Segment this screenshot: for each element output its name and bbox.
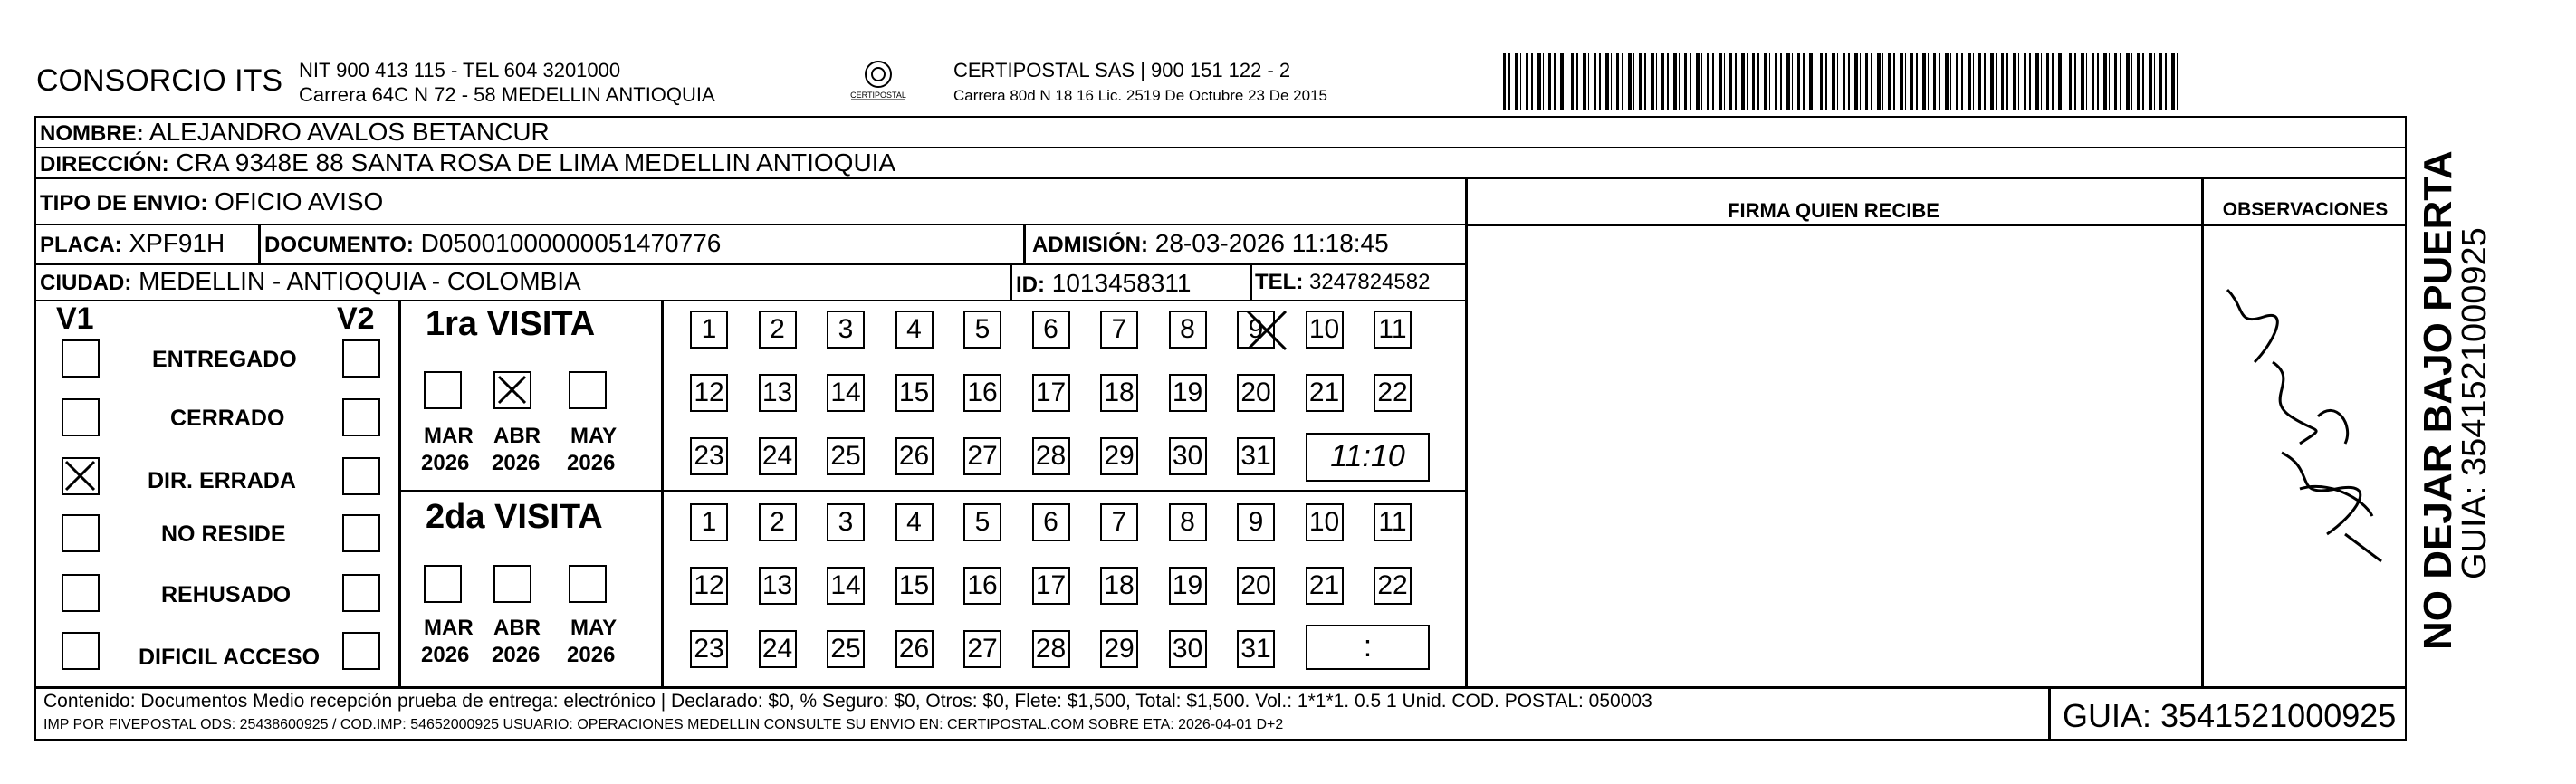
documento-value: D05001000000051470776 — [420, 229, 722, 257]
direccion-label: DIRECCIÓN: — [40, 152, 169, 177]
v2-rehusado-checkbox[interactable] — [342, 574, 380, 612]
admision-label: ADMISIÓN: — [1032, 233, 1148, 257]
visit1-day-11-box[interactable]: 11 — [1374, 311, 1412, 349]
visit2-year-abr: 2026 — [492, 643, 541, 667]
observaciones-header: OBSERVACIONES — [2222, 199, 2389, 220]
tel-divider — [1250, 265, 1252, 301]
visit1-day-10-box[interactable]: 10 — [1306, 311, 1344, 349]
visit1-day-8-box[interactable]: 8 — [1169, 311, 1207, 349]
visit2-day-23-box[interactable]: 23 — [690, 630, 728, 668]
visit1-year-abr: 2026 — [492, 451, 541, 475]
tipo-row — [36, 179, 1467, 225]
tel-label: TEL: — [1255, 270, 1304, 294]
visit1-day-23-box[interactable]: 23 — [690, 437, 728, 475]
visit2-month-mar-checkbox[interactable] — [424, 565, 462, 603]
visit1-time-field[interactable]: 11:10 — [1306, 433, 1430, 482]
visit1-day-22-box[interactable]: 22 — [1374, 374, 1412, 412]
visit2-day-12-box[interactable]: 12 — [690, 567, 728, 605]
visit1-day-6-box[interactable]: 6 — [1032, 311, 1070, 349]
observaciones-divider — [2201, 179, 2204, 686]
status-divider — [398, 301, 401, 686]
visit2-title: 2da VISITA — [426, 498, 603, 536]
visit1-day9-mark-icon — [1244, 308, 1289, 353]
visit1-day-26-box[interactable]: 26 — [895, 437, 934, 475]
visit1-day-21-box[interactable]: 21 — [1306, 374, 1344, 412]
visit1-day-13-box[interactable]: 13 — [759, 374, 797, 412]
firma-left-border — [1465, 179, 1468, 686]
visit1-month-may-checkbox[interactable] — [569, 371, 607, 409]
visit1-month-mar-checkbox[interactable] — [424, 371, 462, 409]
placa-label: PLACA: — [40, 233, 122, 257]
nombre-value: ALEJANDRO AVALOS BETANCUR — [148, 118, 550, 146]
visit1-title: 1ra VISITA — [426, 305, 596, 343]
visit2-day-3-box[interactable]: 3 — [827, 503, 865, 541]
visit-divider — [661, 301, 664, 686]
barcode — [1503, 53, 2178, 110]
visit2-day-24-box[interactable]: 24 — [759, 630, 797, 668]
certipostal-license: Carrera 80d N 18 16 Lic. 2519 De Octubre 23 De 2015 — [953, 87, 1327, 104]
visit1-year-mar: 2026 — [421, 451, 470, 475]
visit1-month-abr-checkbox[interactable] — [493, 371, 531, 409]
nombre-row — [36, 118, 2407, 148]
visit2-day-16-box[interactable]: 16 — [963, 567, 1001, 605]
visit1-day-12-box[interactable]: 12 — [690, 374, 728, 412]
visit1-day-19-box[interactable]: 19 — [1169, 374, 1207, 412]
visit2-day-21-box[interactable]: 21 — [1306, 567, 1344, 605]
visit2-day-10-box[interactable]: 10 — [1306, 503, 1344, 541]
side-guia: GUIA: 3541521000925 — [2456, 227, 2494, 579]
v1-dir-errada-checkbox[interactable] — [62, 457, 100, 495]
visit1-month-may: MAY — [570, 424, 618, 448]
visit2-day-18-box[interactable]: 18 — [1100, 567, 1138, 605]
visit2-day-5-box[interactable]: 5 — [963, 503, 1001, 541]
documento-label: DOCUMENTO: — [264, 233, 414, 257]
visit2-year-mar: 2026 — [421, 643, 470, 667]
visit1-day-14-box[interactable]: 14 — [827, 374, 865, 412]
visit1-day-16-box[interactable]: 16 — [963, 374, 1001, 412]
visit2-day-9-box[interactable]: 9 — [1237, 503, 1275, 541]
direccion-value: CRA 9348E 88 SANTA ROSA DE LIMA MEDELLIN ANTIOQUIA — [176, 148, 896, 177]
visit1-year-may: 2026 — [567, 451, 616, 475]
visit2-day-17-box[interactable]: 17 — [1032, 567, 1070, 605]
visit2-month-abr-checkbox[interactable] — [493, 565, 531, 603]
visit2-day-20-box[interactable]: 20 — [1237, 567, 1275, 605]
visit2-day-29-box[interactable]: 29 — [1100, 630, 1138, 668]
visit1-month-mar: MAR — [424, 424, 474, 448]
ciudad-row — [36, 265, 1467, 301]
v1-label: V1 — [56, 301, 94, 336]
visit2-time-field[interactable]: : — [1306, 625, 1430, 670]
visit1-day-1-box[interactable]: 1 — [690, 311, 728, 349]
visit2-day-8-box[interactable]: 8 — [1169, 503, 1207, 541]
id-label: ID: — [1016, 272, 1045, 297]
cerrado-label: CERRADO — [170, 406, 285, 431]
admision-value: 28-03-2026 11:18:45 — [1154, 229, 1389, 257]
footer-guia-divider — [2048, 686, 2051, 741]
tipo-value: OFICIO AVISO — [215, 187, 384, 215]
visit1-day-29-box[interactable]: 29 — [1100, 437, 1138, 475]
visit1-day-30-box[interactable]: 30 — [1169, 437, 1207, 475]
visit2-day-31-box[interactable]: 31 — [1237, 630, 1275, 668]
tel-value: 3247824582 — [1309, 270, 1431, 294]
v1-cerrado-checkbox[interactable] — [62, 398, 100, 436]
visit2-month-may: MAY — [570, 616, 618, 640]
company-name: CONSORCIO ITS — [36, 63, 283, 98]
no-reside-label: NO RESIDE — [161, 521, 286, 547]
dificil-acceso-label: DIFICIL ACCESO — [139, 645, 321, 670]
visit1-day-5-box[interactable]: 5 — [963, 311, 1001, 349]
visit1-day-24-box[interactable]: 24 — [759, 437, 797, 475]
visit1-day-15-box[interactable]: 15 — [895, 374, 934, 412]
visit1-day-3-box[interactable]: 3 — [827, 311, 865, 349]
v2-dir-errada-checkbox[interactable] — [342, 457, 380, 495]
admision-field — [1032, 229, 1389, 258]
rehusado-label: REHUSADO — [161, 582, 292, 607]
visit1-day-28-box[interactable]: 28 — [1032, 437, 1070, 475]
visit2-day-13-box[interactable]: 13 — [759, 567, 797, 605]
entregado-label: ENTREGADO — [152, 347, 297, 372]
visit2-day-4-box[interactable]: 4 — [895, 503, 934, 541]
visit2-month-may-checkbox[interactable] — [569, 565, 607, 603]
visit1-month-abr: ABR — [493, 424, 541, 448]
dir-errada-label: DIR. ERRADA — [148, 468, 296, 493]
nombre-label: NOMBRE: — [40, 121, 144, 146]
visit2-day-7-box[interactable]: 7 — [1100, 503, 1138, 541]
visit-separator — [398, 490, 1465, 492]
visit2-day-28-box[interactable]: 28 — [1032, 630, 1070, 668]
id-field — [1016, 269, 1191, 298]
v2-cerrado-checkbox[interactable] — [342, 398, 380, 436]
v1-entregado-checkbox[interactable] — [62, 339, 100, 378]
footer-guia: GUIA: 3541521000925 — [2063, 697, 2397, 734]
visit1-day-27-box[interactable]: 27 — [963, 437, 1001, 475]
firma-underline — [1465, 224, 2407, 226]
visit1-day-4-box[interactable]: 4 — [895, 311, 934, 349]
check-x-icon — [495, 373, 529, 406]
visit2-day-25-box[interactable]: 25 — [827, 630, 865, 668]
v2-entregado-checkbox[interactable] — [342, 339, 380, 378]
visit2-day-19-box[interactable]: 19 — [1169, 567, 1207, 605]
visit1-day-9-box[interactable]: 9 — [1237, 311, 1275, 349]
ciudad-value: MEDELLIN - ANTIOQUIA - COLOMBIA — [139, 267, 581, 295]
direccion-row — [36, 148, 2407, 179]
firma-header: FIRMA QUIEN RECIBE — [1728, 199, 1939, 222]
visit2-year-may: 2026 — [567, 643, 616, 667]
visit1-day-17-box[interactable]: 17 — [1032, 374, 1070, 412]
id-divider — [1010, 265, 1012, 301]
ciudad-label: CIUDAD: — [40, 271, 132, 295]
no-dejar-bajo-puerta: NO DEJAR BAJO PUERTA — [2416, 150, 2460, 650]
tel-field — [1255, 270, 1430, 295]
id-value: 1013458311 — [1051, 269, 1192, 297]
address-line: Carrera 64C N 72 - 58 MEDELLIN ANTIOQUIA — [299, 83, 715, 106]
v1-dificil-acceso-checkbox[interactable] — [62, 632, 100, 670]
v2-dificil-acceso-checkbox[interactable] — [342, 632, 380, 670]
visit2-month-abr: ABR — [493, 616, 541, 640]
visit1-day-18-box[interactable]: 18 — [1100, 374, 1138, 412]
visit2-day-15-box[interactable]: 15 — [895, 567, 934, 605]
placa-divider — [258, 225, 261, 265]
v1-no-reside-checkbox[interactable] — [62, 514, 100, 552]
v2-no-reside-checkbox[interactable] — [342, 514, 380, 552]
visit1-day-31-box[interactable]: 31 — [1237, 437, 1275, 475]
visit2-day-11-box[interactable]: 11 — [1374, 503, 1412, 541]
nit-line: NIT 900 413 115 - TEL 604 3201000 — [299, 59, 621, 81]
documento-field — [264, 229, 721, 258]
visit2-day-14-box[interactable]: 14 — [827, 567, 865, 605]
visit2-day-27-box[interactable]: 27 — [963, 630, 1001, 668]
visit2-day-1-box[interactable]: 1 — [690, 503, 728, 541]
visit1-day-25-box[interactable]: 25 — [827, 437, 865, 475]
certipostal-line: CERTIPOSTAL SAS | 900 151 122 - 2 — [953, 59, 1291, 81]
admision-divider — [1023, 225, 1026, 265]
footer-content-line: Contenido: Documentos Medio recepción prueba de entrega: electrónico | Declarado: $0, % Seguro: $0, Otros: $0, Flete: $1,500, Total: $1,500. Vol.: 1*1*1. 0.5 1 Unid. COD. POSTAL: 050003 — [43, 691, 1652, 712]
visit2-month-mar: MAR — [424, 616, 474, 640]
v2-label: V2 — [337, 301, 375, 336]
v1-rehusado-checkbox[interactable] — [62, 574, 100, 612]
visit2-day-2-box[interactable]: 2 — [759, 503, 797, 541]
footer-imp-line: IMP POR FIVEPOSTAL ODS: 25438600925 / COD.IMP: 54652000925 USUARIO: OPERACIONES MEDELLIN CONSULTE SU ENVIO EN: CERTIPOSTAL.COM SOBRE ETA: 2026-04-01 D+2 — [43, 717, 1284, 732]
footer-separator — [34, 686, 2407, 689]
placa-value: XPF91H — [129, 229, 225, 257]
visit2-day-6-box[interactable]: 6 — [1032, 503, 1070, 541]
handwritten-observation-icon — [2209, 263, 2399, 570]
check-x-icon — [63, 459, 97, 492]
logo-text: CERTIPOSTAL — [850, 91, 906, 100]
visit2-day-26-box[interactable]: 26 — [895, 630, 934, 668]
visit2-day-30-box[interactable]: 30 — [1169, 630, 1207, 668]
visit1-day-20-box[interactable]: 20 — [1237, 374, 1275, 412]
visit1-day-2-box[interactable]: 2 — [759, 311, 797, 349]
visit1-day-7-box[interactable]: 7 — [1100, 311, 1138, 349]
visit2-day-22-box[interactable]: 22 — [1374, 567, 1412, 605]
tipo-label: TIPO DE ENVIO: — [40, 191, 208, 215]
